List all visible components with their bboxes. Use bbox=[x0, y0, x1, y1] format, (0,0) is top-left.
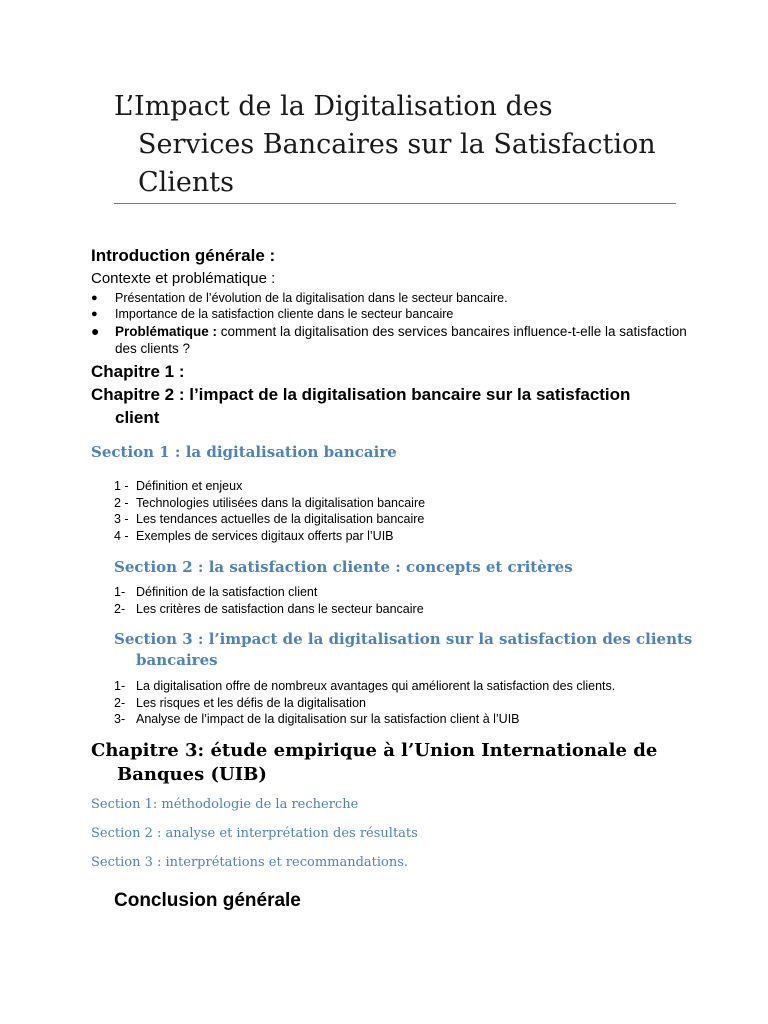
chapter-2-line-1: Chapitre 2 : l’impact de la digitalisation bancaire sur la satisfaction bbox=[91, 385, 631, 404]
title-line-3: Clients bbox=[138, 167, 235, 198]
section-3-line-1: Section 3 : l’impact de la digitalisation sur la satisfaction des clients bbox=[114, 630, 693, 648]
intro-heading: Introduction générale : bbox=[91, 246, 276, 265]
bullet-icon: ● bbox=[91, 308, 98, 320]
section-3-heading bbox=[114, 629, 694, 671]
list-item: 4 - Exemples de services digitaux offerts par l’UIB bbox=[114, 528, 394, 543]
list-item bbox=[91, 290, 691, 306]
bullet-text: Importance de la satisfaction cliente dans le secteur bancaire bbox=[115, 307, 454, 321]
problem-label: Problématique : bbox=[115, 324, 218, 339]
section-2-heading: Section 2 : la satisfaction cliente : concepts et critères bbox=[114, 558, 573, 576]
chapter-3-line-2: Banques (UIB) bbox=[117, 764, 267, 785]
list-item: 1- Définition de la satisfaction client bbox=[114, 585, 318, 599]
chapter-2-line-2: client bbox=[115, 408, 160, 427]
bullet-icon: ● bbox=[91, 323, 100, 339]
section-1-heading: Section 1 : la digitalisation bancaire bbox=[91, 443, 397, 461]
document-title bbox=[114, 88, 694, 202]
list-item-problematique bbox=[91, 323, 691, 357]
bullet-text: Présentation de l’évolution de la digitalisation dans le secteur bancaire. bbox=[115, 291, 508, 305]
chapter-3-section-3: Section 3 : interprétations et recommandations. bbox=[91, 855, 409, 870]
title-line-2: Services Bancaires sur la Satisfaction bbox=[138, 129, 656, 160]
list-item bbox=[91, 306, 691, 322]
section-1-list bbox=[114, 478, 674, 544]
conclusion-heading: Conclusion générale bbox=[114, 890, 301, 911]
chapter-3-section-1: Section 1: méthodologie de la recherche bbox=[91, 797, 359, 812]
title-line-1: L’Impact de la Digitalisation des bbox=[114, 91, 553, 122]
problem-text: comment la digitalisation des services bancaires influence-t-elle la satisfaction des clients ? bbox=[115, 324, 687, 356]
list-item: 2 - Technologies utilisées dans la digitalisation bancaire bbox=[114, 495, 426, 510]
bullet-icon: ● bbox=[91, 292, 98, 304]
chapter-1-heading: Chapitre 1 : bbox=[91, 362, 185, 381]
list-item: 2- Les critères de satisfaction dans le secteur bancaire bbox=[114, 601, 424, 616]
list-item: 3 - Les tendances actuelles de la digitalisation bancaire bbox=[114, 512, 425, 526]
title-underline bbox=[114, 203, 676, 204]
chapter-2-heading bbox=[91, 383, 691, 429]
chapter-3-heading bbox=[91, 739, 691, 787]
list-item: 1 - Définition et enjeux bbox=[114, 479, 243, 493]
section-2-list bbox=[114, 584, 674, 617]
list-item: 2- Les risques et les défis de la digitalisation bbox=[114, 695, 366, 710]
chapter-3-line-1: Chapitre 3: étude empirique à l’Union Internationale de bbox=[91, 740, 658, 761]
chapter-3-section-2: Section 2 : analyse et interprétation des résultats bbox=[91, 826, 418, 841]
section-3-list bbox=[114, 678, 714, 728]
list-item: 3- Analyse de l’impact de la digitalisation sur la satisfaction client à l’UIB bbox=[114, 712, 520, 726]
intro-bullet-list bbox=[91, 290, 691, 357]
intro-subheading: Contexte et problématique : bbox=[91, 270, 276, 287]
section-3-line-2: bancaires bbox=[136, 651, 218, 669]
list-item: 1- La digitalisation offre de nombreux avantages qui améliorent la satisfaction des clients. bbox=[114, 679, 616, 693]
